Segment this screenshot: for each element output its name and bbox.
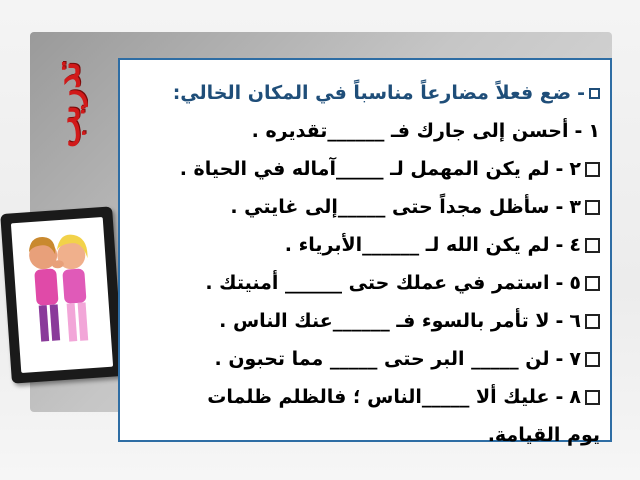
checkbox-bullet-icon [585, 314, 600, 329]
exercise-lines [130, 74, 600, 454]
item-number: ٧ [569, 348, 581, 370]
item-number: ٣ [569, 196, 581, 218]
item-text: لم يكن الله لـ ______الأبرياء . [284, 234, 550, 256]
checkbox-bullet-icon [585, 200, 600, 215]
checkbox-bullet-icon [585, 390, 600, 405]
exercise-item: ٤ - لم يكن الله لـ ______الأبرياء . [130, 226, 600, 264]
item-number: ٥ [569, 272, 581, 294]
item-number: ١ [588, 120, 600, 142]
checkbox-bullet-icon [585, 162, 600, 177]
checkbox-bullet-icon [585, 238, 600, 253]
exercise-continuation [130, 416, 600, 454]
item-text: لن _____ البر حتى _____ مما تحبون . [214, 348, 550, 370]
girls-whispering-clipart [11, 217, 113, 373]
item-text: عليك ألا _____الناس ؛ فالظلم ظلمات [207, 386, 550, 408]
exercise-item: ٧ - لن _____ البر حتى _____ مما تحبون . [130, 340, 600, 378]
exercise-item: ٢ - لم يكن المهمل لـ _____آماله في الحياة . [130, 150, 600, 188]
item-text: استمر في عملك حتى ______ أمنيتك . [205, 272, 550, 294]
item-text: أحسن إلى جارك فـ ______تقديره . [251, 120, 569, 142]
header-text: ضع فعلاً مضارعاً مناسباً في المكان الخالي: [172, 82, 572, 104]
item-text: لم يكن المهمل لـ _____آماله في الحياة . [179, 158, 550, 180]
checkbox-bullet-icon [589, 88, 600, 99]
slide-title: تدريب [48, 61, 88, 149]
exercise-item: ٦ - لا تأمر بالسوء فـ ______عنك الناس . [130, 302, 600, 340]
girls-icon [11, 217, 113, 373]
item-number: ٦ [569, 310, 581, 332]
exercise-item: ٣ - سأظل مجداً حتى _____إلى غايتي . [130, 188, 600, 226]
continuation-text: يوم القيامة. [487, 424, 600, 446]
item-number: ٢ [569, 158, 581, 180]
item-number: ٨ [569, 386, 581, 408]
exercise-box [118, 58, 612, 446]
item-text: سأظل مجداً حتى _____إلى غايتي . [230, 196, 550, 218]
exercise-item: ١ - أحسن إلى جارك فـ ______تقديره . [130, 112, 600, 150]
exercise-item: ٨ - عليك ألا _____الناس ؛ فالظلم ظلمات [130, 378, 600, 416]
checkbox-bullet-icon [585, 352, 600, 367]
exercise-header: - ضع فعلاً مضارعاً مناسباً في المكان الخالي: [130, 74, 600, 112]
exercise-item: ٥ - استمر في عملك حتى ______ أمنيتك . [130, 264, 600, 302]
checkbox-bullet-icon [585, 276, 600, 291]
item-text: لا تأمر بالسوء فـ ______عنك الناس . [219, 310, 550, 332]
item-number: ٤ [569, 234, 581, 256]
clipart-frame [0, 206, 124, 383]
